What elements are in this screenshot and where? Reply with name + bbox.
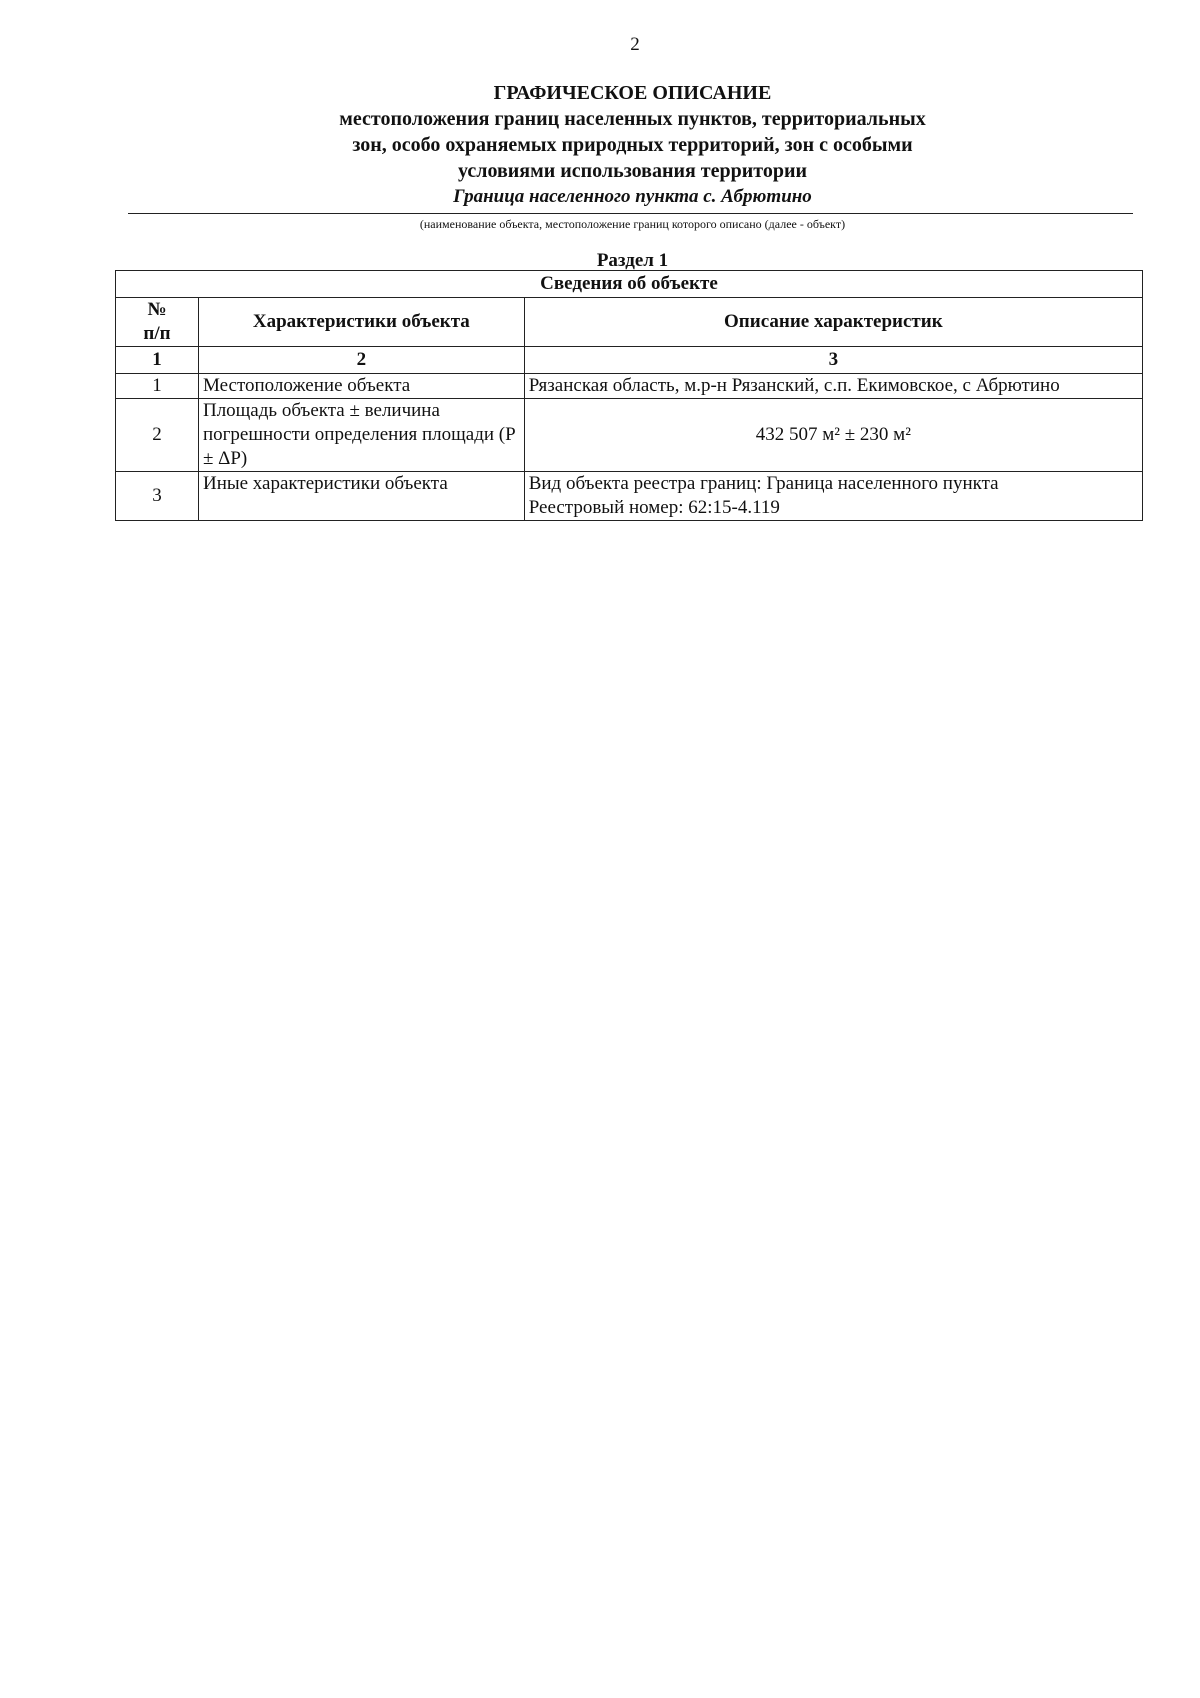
row-description-line: Реестровый номер: 62:15-4.119: [528, 497, 780, 518]
object-name-caption: (наименование объекта, местоположение границ которого описано (далее - объект): [419, 217, 846, 231]
table-row: [116, 374, 1143, 399]
object-name-underline: [128, 213, 1133, 214]
row-number: 1: [116, 374, 199, 399]
column-header-num: № п/п: [116, 298, 199, 347]
table-row: [116, 399, 1143, 472]
section-title: Раздел 1: [596, 250, 669, 271]
row-description-line: 432 507 м² ± 230 м²: [755, 424, 911, 445]
column-header-description: Описание характеристик: [524, 298, 1142, 347]
table-header-row: [116, 298, 1143, 347]
row-characteristic: Площадь объекта ± величина погрешности определения площади (P ± ΔP): [198, 399, 524, 472]
row-number: 2: [116, 399, 199, 472]
row-characteristic: Иные характеристики объекта: [198, 472, 524, 521]
page-number: 2: [630, 34, 640, 55]
column-index: 2: [198, 347, 524, 374]
document-title: ГРАФИЧЕСКОЕ ОПИСАНИЕ: [493, 82, 772, 104]
column-index: 3: [524, 347, 1142, 374]
row-description: [524, 472, 1142, 521]
row-description-line: Рязанская область, м.р-н Рязанский, с.п. Екимовское, с Абрютино: [528, 375, 1060, 396]
row-description: [524, 399, 1142, 472]
table-row: [116, 472, 1143, 521]
row-number: 3: [116, 472, 199, 521]
table-index-row: [116, 347, 1143, 374]
row-description-line: Вид объекта реестра границ: Граница населенного пункта: [528, 473, 999, 494]
document-subtitle-line-1: местоположения границ населенных пунктов, территориальных: [339, 108, 926, 130]
document-heading: [0, 80, 1200, 210]
column-header-characteristic: Характеристики объекта: [198, 298, 524, 347]
row-characteristic: Местоположение объекта: [198, 374, 524, 399]
table-caption: Сведения об объекте: [116, 271, 1143, 298]
row-description: [524, 374, 1142, 399]
document-subtitle-line-2: зон, особо охраняемых природных территорий, зон с особыми: [352, 134, 913, 156]
document-subtitle-line-3: условиями использования территории: [457, 160, 808, 182]
object-name: Граница населенного пункта с. Абрютино: [453, 186, 812, 207]
table-caption-row: [116, 271, 1143, 298]
column-index: 1: [116, 347, 199, 374]
object-info-table: [115, 270, 1143, 521]
